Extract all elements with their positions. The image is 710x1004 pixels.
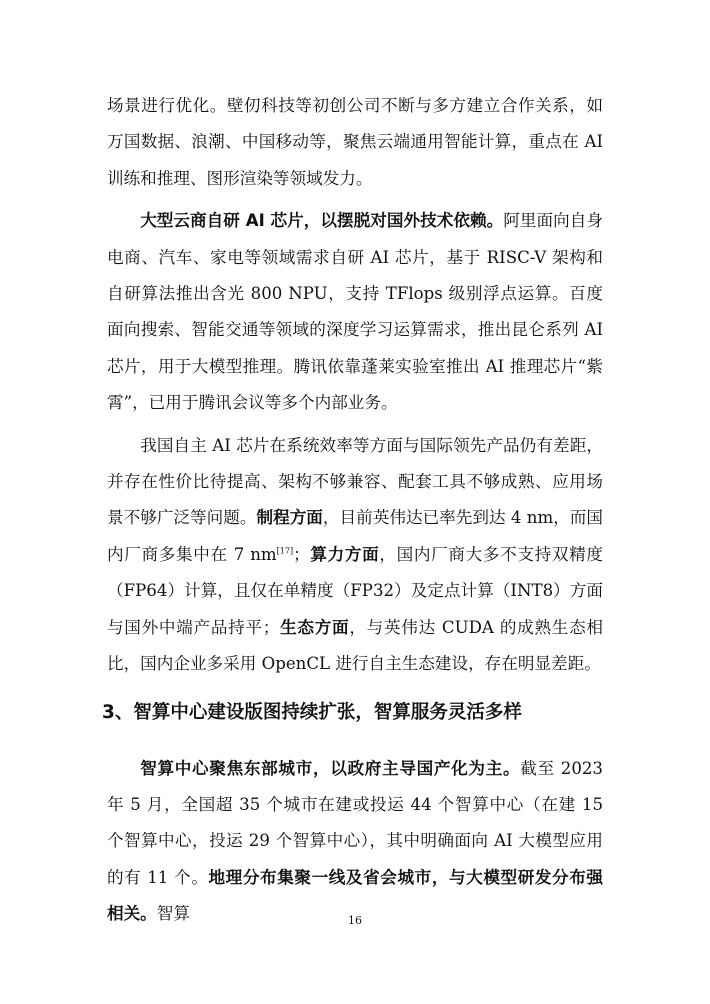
paragraph-1: [107, 88, 603, 197]
paragraph-4-text-2: 智算: [156, 904, 190, 924]
paragraph-4-lead-2: 地理分布集聚一线及省会城市，与大模型研发分布强相关。: [107, 867, 603, 924]
section-heading: 3、智算中心建设版图持续扩张，智算服务灵活多样: [102, 701, 522, 723]
paragraph-3: [107, 428, 603, 683]
paragraph-4-lead-1: 智算中心聚焦东部城市，以政府主导国产化为主。: [140, 758, 521, 778]
paragraph-1-text: 场景进行优化。壁仞科技等初创公司不断与多方建立合作关系，如万国数据、浪潮、中国移动等，聚焦云端通用智能计算，重点在 AI 训练和推理、图形渲染等领域发力。: [107, 96, 603, 188]
paragraph-4: [107, 751, 603, 933]
page-number: 16: [348, 914, 362, 927]
citation-reference[interactable]: [17]: [276, 546, 294, 556]
paragraph-4-text-1: 截至 2023 年 5 月，全国超 35 个城市在建或投运 44 个智算中心（在建 15 个智算中心，投运 29 个智算中心），其中明确面向 AI 大模型应用的有 11 个。: [107, 758, 603, 887]
paragraph-3-lead-process: 制程方面: [256, 508, 323, 528]
paragraph-2: [107, 203, 603, 421]
paragraph-3-text-3: ；: [293, 544, 310, 564]
document-page: [102, 88, 604, 939]
paragraph-3-lead-ecosystem: 生态方面: [279, 617, 350, 637]
paragraph-3-text-1: 我国自主 AI 芯片在系统效率等方面与国际领先产品仍有差距，并存在性价比待提高、架构不够兼容、配套工具不够成熟、应用场景不够广泛等问题。: [107, 435, 603, 528]
paragraph-3-text-2: ，目前英伟达已率先到达 4 nm，而国内厂商多集中在 7 nm: [107, 508, 604, 564]
paragraph-3-lead-compute: 算力方面: [309, 544, 380, 564]
paragraph-2-lead: 大型云商自研 AI 芯片，以摆脱对国外技术依赖。: [140, 211, 504, 231]
paragraph-2-text: 阿里面向自身电商、汽车、家电等领域需求自研 AI 芯片，基于 RISC-V 架构和自研算法推出含光 800 NPU，支持 TFlops 级别浮点运算。百度面向搜索、智能交通等领域的深度学习运算需求，推出昆仑系列 AI 芯片，用于大模型推理。腾讯依靠蓬莱实验室推出 AI 推理芯片“紫霄”，已用于腾讯会议等多个内部业务。: [107, 211, 603, 413]
paragraph-3-text-4: ，国内厂商大多不支持双精度（FP64）计算，且仅在单精度（FP32）及定点计算（INT8）方面与国外中端产品持平；: [107, 544, 604, 637]
paragraph-3-text-5: ，与英伟达 CUDA 的成熟生态相比，国内企业多采用 OpenCL 进行自主生态建设，存在明显差距。: [107, 617, 604, 674]
